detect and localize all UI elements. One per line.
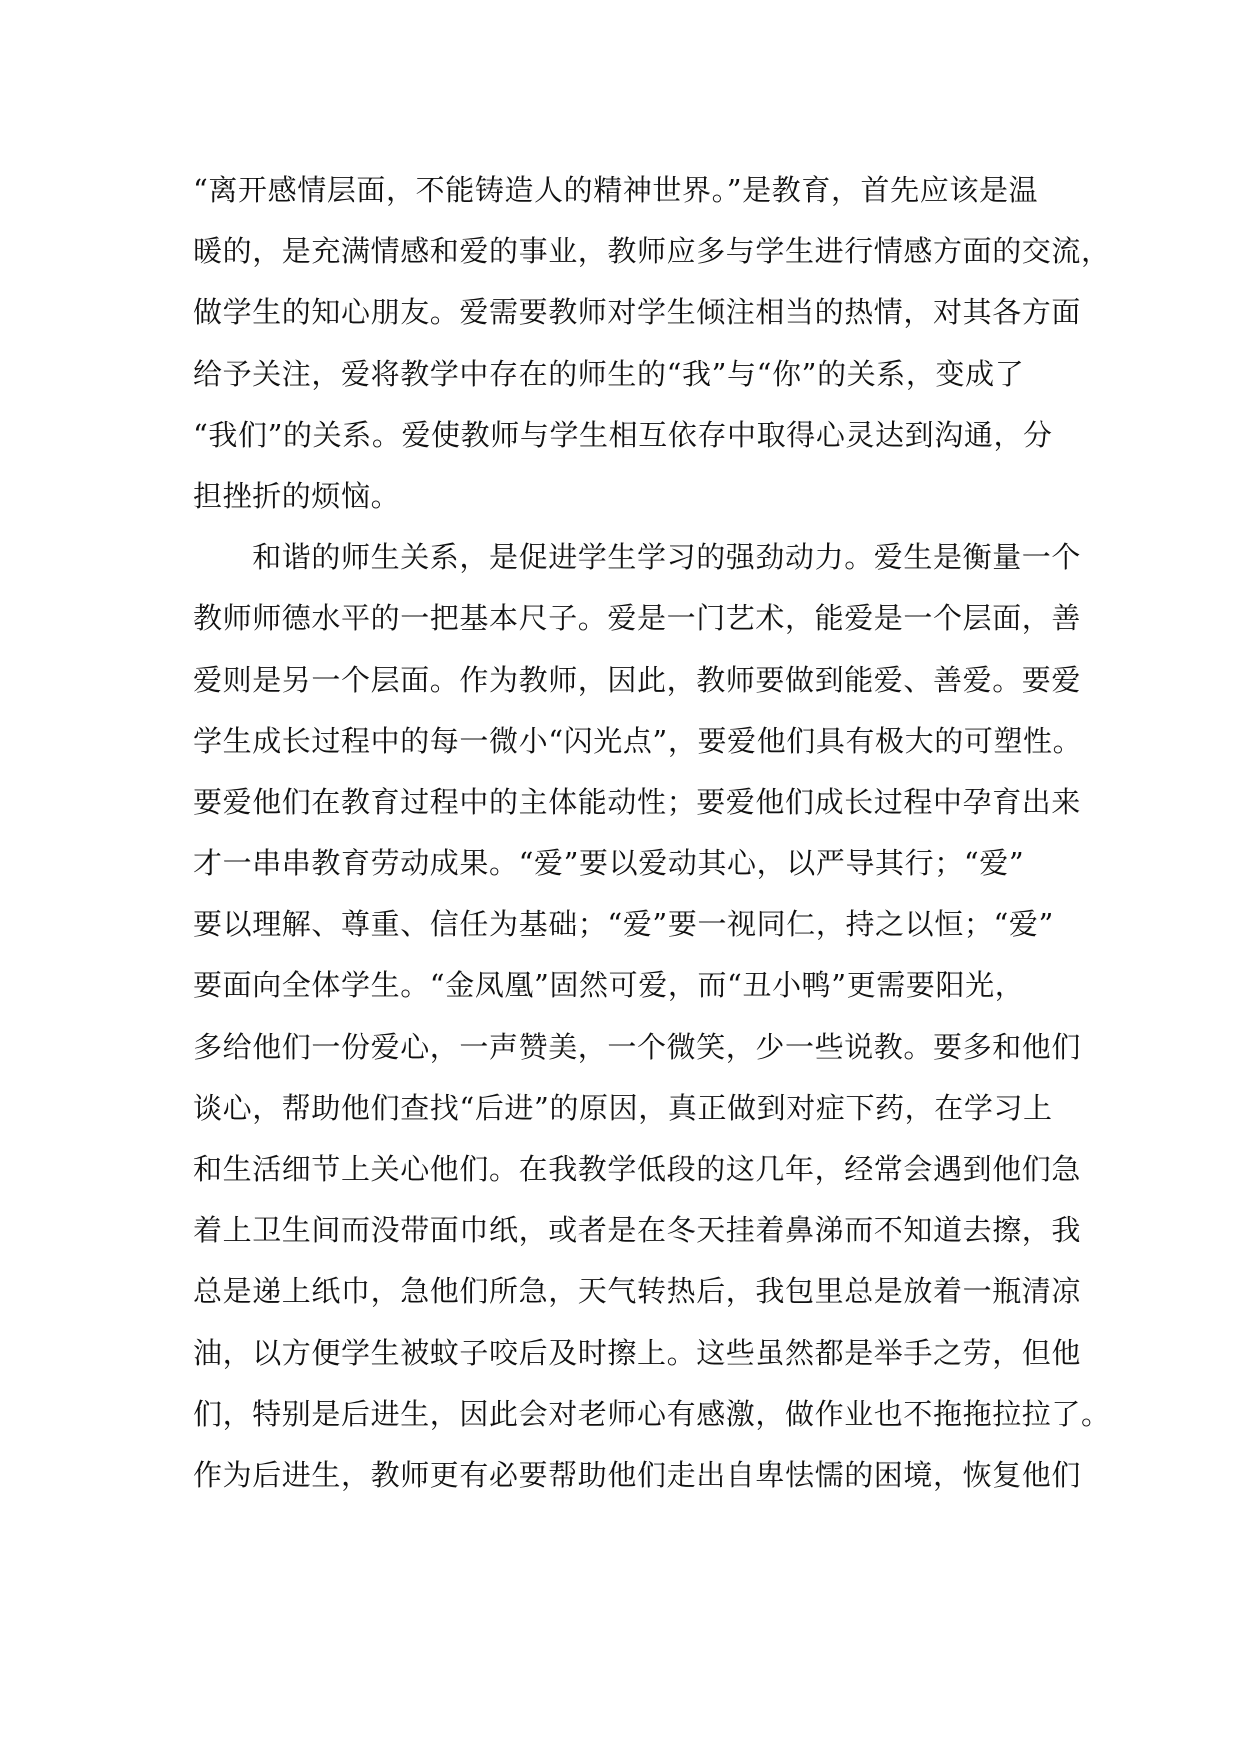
text-line: 学生成长过程中的每一微小“闪光点”，要爱他们具有极大的可塑性。 bbox=[193, 723, 1083, 758]
text-line: 做学生的知心朋友。爱需要教师对学生倾注相当的热情，对其各方面 bbox=[193, 295, 1082, 330]
text-line: 作为后进生，教师更有必要帮助他们走出自卑怯懦的困境，恢复他们 bbox=[193, 1457, 1082, 1492]
text-line: 才一串串教育劳动成果。“爱”要以爱动其心，以严导其行；“爱” bbox=[193, 846, 1025, 881]
text-line: 担挫折的烦恼。 bbox=[193, 478, 401, 513]
text-line: 谈心，帮助他们查找“后进”的原因，真正做到对症下药，在学习上 bbox=[193, 1090, 1053, 1125]
text-line: 多给他们一份爱心，一声赞美，一个微笑，少一些说教。要多和他们 bbox=[193, 1029, 1082, 1064]
text-line: 教师师德水平的一把基本尺子。爱是一门艺术，能爱是一个层面，善 bbox=[193, 601, 1082, 636]
text-line: 要爱他们在教育过程中的主体能动性；要爱他们成长过程中孕育出来 bbox=[193, 784, 1082, 819]
text-line: 们，特别是后进生，因此会对老师心有感激，做作业也不拖拖拉拉了。 bbox=[193, 1396, 1111, 1431]
text-line: 暖的，是充满情感和爱的事业，教师应多与学生进行情感方面的交流， bbox=[193, 234, 1111, 269]
text-line: 给予关注，爱将教学中存在的师生的“我”与“你”的关系，变成了 bbox=[193, 356, 1025, 391]
text-line: 和生活细节上关心他们。在我教学低段的这几年，经常会遇到他们急 bbox=[193, 1152, 1082, 1186]
text-line: “离开感情层面，不能铸造人的精神世界。”是教育，首先应该是温 bbox=[193, 173, 1039, 207]
text-line: 要以理解、尊重、信任为基础；“爱”要一视同仁，持之以恒；“爱” bbox=[193, 907, 1054, 942]
text-line: 爱则是另一个层面。作为教师，因此，教师要做到能爱、善爱。要爱 bbox=[193, 662, 1082, 697]
text-line: 着上卫生间而没带面巾纸，或者是在冬天挂着鼻涕而不知道去擦，我 bbox=[193, 1213, 1082, 1248]
text-line: 和谐的师生关系，是促进学生学习的强劲动力。爱生是衡量一个 bbox=[193, 540, 1082, 575]
text-line: 油，以方便学生被蚊子咬后及时擦上。这些虽然都是举手之劳，但他 bbox=[193, 1335, 1082, 1370]
text-line: 要面向全体学生。“金凤凰”固然可爱，而“丑小鸭”更需要阳光， bbox=[193, 968, 1025, 1003]
text-line: 总是递上纸巾，急他们所急，天气转热后，我包里总是放着一瓶清凉 bbox=[193, 1274, 1082, 1309]
body-text bbox=[193, 160, 1111, 1506]
text-line: “我们”的关系。爱使教师与学生相互依存中取得心灵达到沟通，分 bbox=[193, 417, 1053, 452]
